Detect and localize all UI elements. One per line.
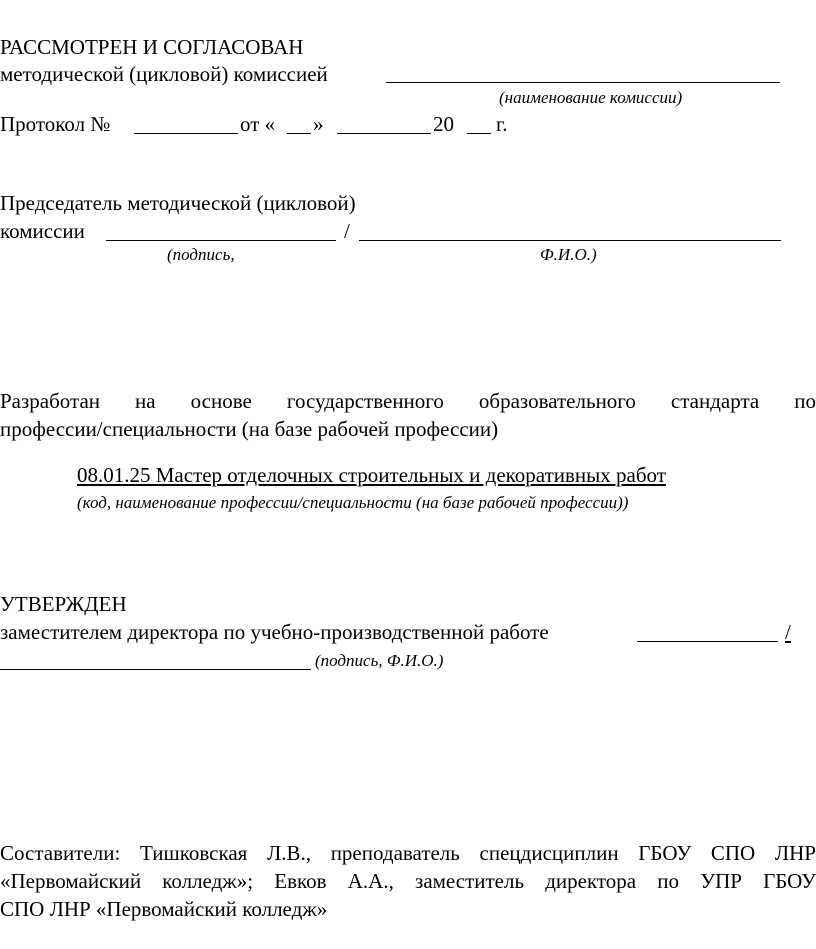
approved-slash: / (785, 620, 791, 644)
protocol-number-line[interactable] (134, 133, 238, 134)
approved-by: заместителем директора по учебно-производственной работе (0, 620, 549, 644)
approval-title: РАССМОТРЕН И СОГЛАСОВАН (0, 35, 304, 59)
profession-name: 08.01.25 Мастер отделочных строительных и декоративных работ (77, 463, 666, 487)
commission-name-line[interactable] (386, 82, 780, 83)
protocol-close-quote: » (313, 112, 324, 136)
commission-caption: (наименование комиссии) (499, 88, 683, 107)
chair-caption-signature: (подпись, (167, 245, 235, 264)
authors-line1: Составители: Тишковская Л.В., преподаватель спецдисциплин ГБОУ СПО ЛНР (0, 841, 816, 865)
approved-fio-line[interactable] (0, 669, 311, 670)
chair-signature-line[interactable] (106, 240, 336, 241)
protocol-month-line[interactable] (337, 133, 431, 134)
authors-line2: «Первомайский колледж»; Евков А.А., заместитель директора по УПР ГБОУ (0, 869, 816, 893)
protocol-from: от « (240, 112, 276, 136)
chair-caption-fio: Ф.И.О.) (540, 245, 597, 264)
chair-label: комиссии (0, 219, 85, 243)
protocol-year-prefix: 20 (433, 112, 454, 136)
commission-label: методической (цикловой) комиссией (0, 62, 328, 86)
chair-fio-line[interactable] (359, 240, 781, 241)
chair-line1: Председатель методической (цикловой) (0, 191, 356, 215)
approved-title: УТВЕРЖДЕН (0, 592, 127, 616)
protocol-label: Протокол № (0, 112, 111, 136)
approved-caption: (подпись, Ф.И.О.) (315, 651, 444, 670)
profession-caption: (код, наименование профессии/специальности (на базе рабочей профессии)) (77, 493, 629, 512)
protocol-day-line[interactable] (287, 133, 311, 134)
authors-line3: СПО ЛНР «Первомайский колледж» (0, 897, 328, 921)
approved-signature-line[interactable] (637, 641, 778, 642)
protocol-year-line[interactable] (467, 133, 491, 134)
developed-line2: профессии/специальности (на базе рабочей профессии) (0, 417, 499, 441)
chair-slash: / (344, 219, 350, 243)
protocol-year-suffix: г. (496, 112, 508, 136)
developed-line1: Разработан на основе государственного образовательного стандарта по (0, 389, 816, 413)
